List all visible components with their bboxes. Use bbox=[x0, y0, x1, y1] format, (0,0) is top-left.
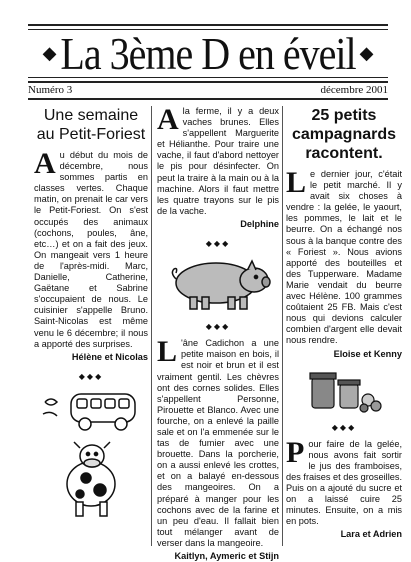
col3-signature-1: Eloise et Kenny bbox=[333, 348, 402, 359]
col2-body-2: 'âne Cadichon a une petite maison en bois, il est noir et brun et il est vraiment gentil. Les chèvres ont des cornes solides. Elles s'appellent Personne, Pirouette et Blanco. Avec une fourche, on a enlevé la paille sale et on l'a emmenée sur le tas de fumier avec une brouette. Dans la porcherie, on a aussi enlevé les crottes, et on a balayé en-dessous des mangeoires. On a préparé à manger pour les cochons avec de la farine et un peu d'eau. Il fallait bien tout mélanger avant de verser dans la mangeoire. bbox=[157, 338, 279, 548]
col3-headline: 25 petits campagnards racontent. bbox=[291, 107, 397, 162]
col1-dropcap: A bbox=[34, 147, 56, 180]
col3-signature-2: Lara et Adrien bbox=[340, 529, 402, 540]
col2-separator-2: ◆◆◆ bbox=[205, 322, 231, 332]
col2-article-2 bbox=[157, 335, 279, 549]
masthead-inner bbox=[28, 29, 388, 78]
masthead bbox=[28, 24, 388, 83]
column-2 bbox=[157, 103, 279, 562]
jars-illustration bbox=[304, 364, 384, 414]
col2-signature-1: Delphine bbox=[240, 218, 279, 229]
issue-row bbox=[28, 84, 388, 100]
bus-illustration bbox=[41, 388, 141, 434]
col1-signature: Hélène et Nicolas bbox=[71, 351, 148, 362]
col3-separator-1: ◆◆◆ bbox=[331, 422, 357, 432]
column-divider-2 bbox=[282, 106, 283, 546]
column-1 bbox=[34, 106, 148, 522]
col2-body-1: la ferme, il y a deux vaches brunes. Elles s'appellent Marguerite et Hélianthe. Pour traire une vache, il faut d'abord nettoyer le pis pour désinfecter. On peut la traire à la main ou à la machine. Alors il faut mettre les quatre trayons sur le pis de la vache. bbox=[157, 106, 279, 216]
col2-signature-2: Kaitlyn, Aymeric et Stijn bbox=[174, 551, 279, 561]
col1-headline: Une semaine au Petit-Foriest bbox=[36, 107, 146, 143]
column-3 bbox=[286, 106, 402, 541]
col2-dropcap-1: A bbox=[157, 103, 179, 136]
col1-article bbox=[34, 147, 148, 350]
newspaper-title: La 3ème D en éveil bbox=[60, 27, 356, 80]
col1-separator: ◆◆◆ bbox=[78, 371, 104, 381]
col3-article-2 bbox=[286, 435, 402, 528]
col3-body-2: our faire de la gelée, nous avons fait sortir le jus des framboises, des fraises et des groseilles. Puis on a ajouté du sucre et on a laissé cuire 25 minutes. Ensuite, on a mis en pots. bbox=[286, 438, 402, 527]
col3-body-1: e dernier jour, c'était le petit marché. Il y avait six choses à vendre : la gelée, le yaourt, les pommes, le lait et le beurre. On a échangé nos sous à la banque contre des « Foriest ». Nous avions apporté des bouteilles et des Tupperware. Madame Marie vendait du beurre avec Hélène. 100 grammes coûtaient 25 FB. Mais c'est nous qui devions calculer combien d'argent elle devait nous rendre. bbox=[286, 169, 402, 346]
col2-article-1 bbox=[157, 103, 279, 217]
col2-dropcap-2: L bbox=[157, 335, 178, 369]
issue-date: décembre 2001 bbox=[320, 84, 388, 96]
issue-number: Numéro 3 bbox=[28, 84, 73, 96]
col3-dropcap-2: P bbox=[286, 435, 305, 469]
col1-body: u début du mois de décembre, nous sommes partis en classes vertes. Chaque matin, on prenait le car vers le Petit-Foriest. On s'est occupés des animaux (cochons, poules, âne, etc…) et on a fait des jeux. On mangeait vers 1 heure de l'après-midi. Marc, Danielle, Catherine, Gaëtane et Sabrine s'occupaient de nous. Le cuisinier s'appelle Bruno. Saint-Nicolas est même venu le 6 décembre; il nous a apporté des surprises. bbox=[34, 150, 148, 349]
col2-separator-1: ◆◆◆ bbox=[205, 239, 231, 249]
col3-dropcap-1: L bbox=[286, 166, 307, 199]
pig-illustration bbox=[158, 255, 278, 313]
diamond-left-icon: ◆ bbox=[42, 43, 57, 63]
col3-article-1 bbox=[286, 166, 402, 347]
column-divider-1 bbox=[151, 106, 152, 546]
diamond-right-icon: ◆ bbox=[359, 43, 374, 63]
cow-illustration bbox=[46, 438, 136, 518]
